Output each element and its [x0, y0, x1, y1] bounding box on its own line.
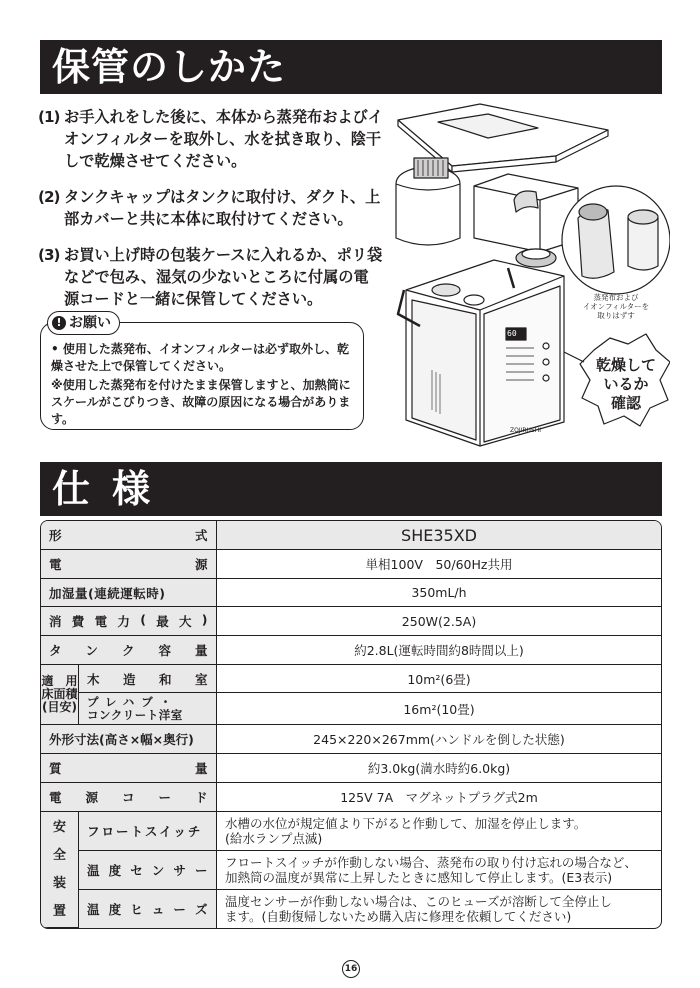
storage-steps — [38, 106, 383, 324]
spec-value: 約2.8L(運転時間約8時間以上) — [217, 636, 661, 665]
step-number: (2) — [38, 188, 60, 206]
step-text: タンクキャップはタンクに取付け、ダクト、上部カバーと共に本体に取付けてください。 — [64, 188, 381, 228]
notice-item: • 使用した蒸発布、イオンフィルターは必ず取外し、乾燥させた上で保管してください。 — [51, 342, 350, 373]
table-row — [41, 812, 661, 851]
table-row — [41, 890, 661, 928]
spec-label — [41, 550, 217, 579]
spec-value: SHE35XD — [217, 521, 661, 550]
table-row — [41, 693, 661, 725]
spread-label: 電 源 コ ー ド — [49, 790, 208, 805]
storage-step-1 — [38, 106, 383, 172]
notice-label: お願い — [69, 315, 111, 331]
spec-value: 約3.0kg(満水時約6.0kg) — [217, 754, 661, 783]
spec-label — [41, 754, 217, 783]
spec-value: 16m²(10畳) — [217, 693, 661, 725]
filter-label: 蒸発布および イオンフィルターを 取りはずす — [582, 293, 650, 320]
spread-label: 木 造 和 室 — [87, 671, 208, 687]
spec-value: 250W(2.5A) — [217, 607, 661, 636]
table-row — [41, 521, 661, 550]
spec-label — [41, 607, 217, 636]
table-row — [41, 754, 661, 783]
storage-step-2 — [38, 186, 383, 230]
spec-value: 245×220×267mm(ハンドルを倒した状態) — [217, 725, 661, 754]
storage-section-title: 保管のしかた — [40, 40, 662, 94]
table-row — [41, 550, 661, 579]
spec-label: フロートスイッチ — [79, 812, 217, 851]
spec-label: 加湿量(連続運転時) — [41, 579, 217, 607]
safety-label: 安 全 装 置 — [41, 812, 79, 928]
spec-value: 単相100V 50/60Hz共用 — [217, 550, 661, 579]
spread-label: 温 度 ヒ ュ ー ズ — [87, 902, 208, 917]
spread-label: タ ン ク 容 量 — [49, 643, 208, 658]
spec-label — [79, 890, 217, 928]
display-readout: 60 — [507, 329, 517, 338]
storage-step-3 — [38, 244, 383, 310]
spec-label — [41, 783, 217, 812]
notice-tag — [47, 311, 120, 335]
table-row — [41, 607, 661, 636]
brand-logo: ZOJIRUSHI — [510, 427, 542, 434]
table-row — [41, 665, 661, 693]
area-label: 適 用 床面積 (目安) — [41, 665, 79, 725]
spec-value: 温度センサーが作動しない場合は、このヒューズが溶断して全停止し ます。(自動復帰しないため購入店に修理を依頼してください) — [225, 894, 612, 924]
page-number: 16 — [342, 960, 360, 978]
spec-value: 10m²(6畳) — [217, 665, 661, 693]
spec-label: 外形寸法(高さ×幅×奥行) — [41, 725, 217, 754]
spec-value: 350mL/h — [217, 579, 661, 607]
spread-label: 電 源 — [49, 557, 208, 572]
step-text: お買い上げ時の包装ケースに入れるか、ポリ袋などで包み、湿気の少ないところに付属の電源コードと一緒に保管してください。 — [64, 246, 383, 308]
table-row — [41, 725, 661, 754]
storage-illustration — [388, 100, 670, 454]
spec-label — [79, 665, 217, 693]
table-row — [41, 579, 661, 607]
spec-value: フロートスイッチが作動しない場合、蒸発布の取り付け忘れの場合など、 加熱筒の温度が異常に上昇したときに感知して停止します。(E3表示) — [217, 851, 661, 890]
spec-table — [40, 520, 662, 929]
spec-label — [79, 851, 217, 890]
spread-label: 形 式 — [49, 528, 208, 543]
table-row — [41, 636, 661, 665]
spec-value: 水槽の水位が規定値より下がると作動して、加湿を停止します。 (給水ランプ点滅) — [217, 812, 661, 851]
notice-box — [40, 315, 364, 430]
dry-check-label: 乾燥して いるか 確認 — [595, 356, 656, 412]
step-text: お手入れをした後に、本体から蒸発布およびイオンフィルターを取外し、水を拭き取り、陰干しで乾燥させてください。 — [64, 108, 383, 170]
step-number: (3) — [38, 246, 60, 264]
spec-label — [41, 521, 217, 550]
notice-item: ※使用した蒸発布を付けたまま保管しますと、加熱筒にスケールがこびりつき、故障の原因になる場合があります。 — [51, 378, 351, 426]
spread-label: 温 度 セ ン サ ー — [87, 863, 208, 878]
spread-label: 質 量 — [49, 761, 208, 776]
spec-label: プレハブ・ コンクリート洋室 — [79, 693, 217, 725]
spec-section-title: 仕様 — [40, 462, 662, 516]
alert-icon: ! — [52, 316, 66, 330]
spec-label — [41, 636, 217, 665]
table-row — [41, 783, 661, 812]
step-number: (1) — [38, 108, 60, 126]
table-row — [41, 851, 661, 890]
spread-label: 消 費 電 力 ( 最 大 ) — [49, 612, 208, 629]
spec-value: 125V 7A マグネットプラグ式2m — [217, 783, 661, 812]
